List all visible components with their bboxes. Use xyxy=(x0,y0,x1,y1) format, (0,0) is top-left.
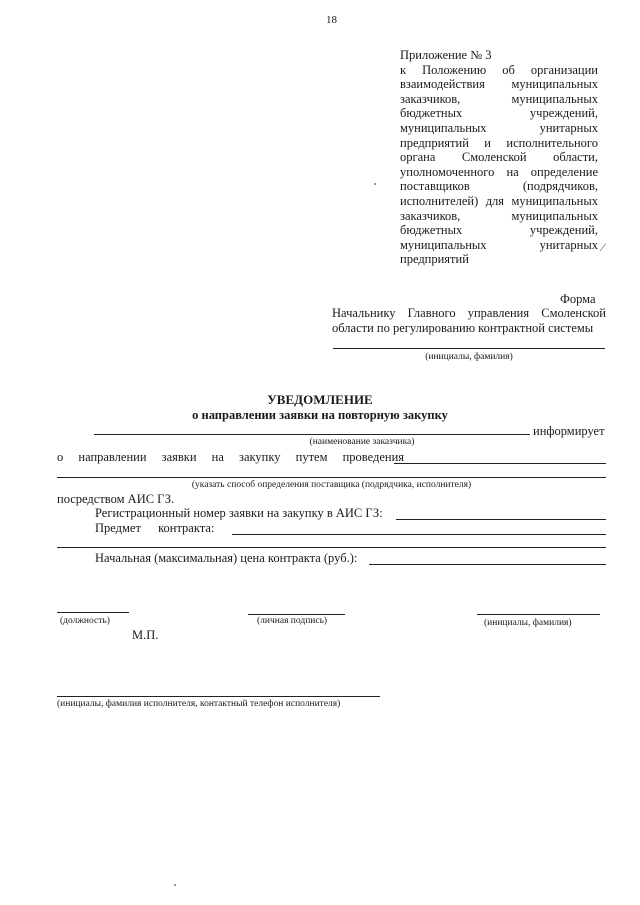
name-caption: (инициалы, фамилия) xyxy=(484,618,572,628)
subject-label: Предмет контракта: xyxy=(95,521,215,535)
scan-speck xyxy=(174,884,176,886)
position-line[interactable] xyxy=(57,612,129,613)
customer-caption: (наименование заказчика) xyxy=(309,437,415,447)
reg-number-label: Регистрационный номер заявки на закупку в АИС ГЗ: xyxy=(95,506,383,520)
notice-subtitle: о направлении заявки на повторную закупку xyxy=(192,408,448,422)
method-line-2[interactable] xyxy=(57,477,606,478)
appendix-body: к Положению об организации взаимодействия муниципальных заказчиков, муниципальных бюджетных учреждений, муниципальных унитарных предприятий и исполнительного органа Смоленской области, уполномоченного на определение поставщиков (подрядчиков, исполнителей) для муниципальных заказчиков, муниципальных бюджетных учреждений, муниципальных унитарных xyxy=(400,62,598,252)
form-label: Форма xyxy=(560,292,596,306)
position-caption: (должность) xyxy=(60,616,110,626)
subject-line-1[interactable] xyxy=(232,534,606,535)
addressee-name-line[interactable] xyxy=(333,348,605,349)
notice-title: УВЕДОМЛЕНИЕ xyxy=(267,392,373,407)
direction-text: о направлении заявки на закупку путем проведения xyxy=(57,450,405,464)
page-number: 18 xyxy=(326,14,337,26)
executor-line[interactable] xyxy=(57,696,380,697)
informs-text: информирует xyxy=(533,424,605,438)
executor-caption: (инициалы, фамилия исполнителя, контактный телефон исполнителя) xyxy=(57,699,341,709)
appendix-last-line: предприятий xyxy=(400,252,469,267)
scan-speck xyxy=(374,183,376,185)
via-text: посредством АИС ГЗ. xyxy=(57,492,175,506)
signature-caption: (личная подпись) xyxy=(257,616,328,626)
addressee-caption: (инициалы, фамилия) xyxy=(425,352,513,362)
signature-line[interactable] xyxy=(248,614,345,615)
appendix-title: Приложение № 3 xyxy=(400,48,492,62)
method-line-1[interactable] xyxy=(394,463,606,464)
name-line[interactable] xyxy=(477,614,600,615)
method-caption: (указать способ определения поставщика (подрядчика, исполнителя) xyxy=(191,480,472,490)
margin-mark: ⁄ xyxy=(602,240,605,254)
seal-label: М.П. xyxy=(132,628,159,642)
appendix-block xyxy=(400,48,598,267)
price-line[interactable] xyxy=(369,564,606,565)
addressee-text: Начальнику Главного управления Смоленской области по регулированию контрактной системы xyxy=(332,306,606,335)
price-label: Начальная (максимальная) цена контракта (руб.): xyxy=(95,551,358,565)
customer-name-line[interactable] xyxy=(94,434,530,435)
reg-number-line[interactable] xyxy=(396,519,606,520)
subject-line-2[interactable] xyxy=(57,547,606,548)
